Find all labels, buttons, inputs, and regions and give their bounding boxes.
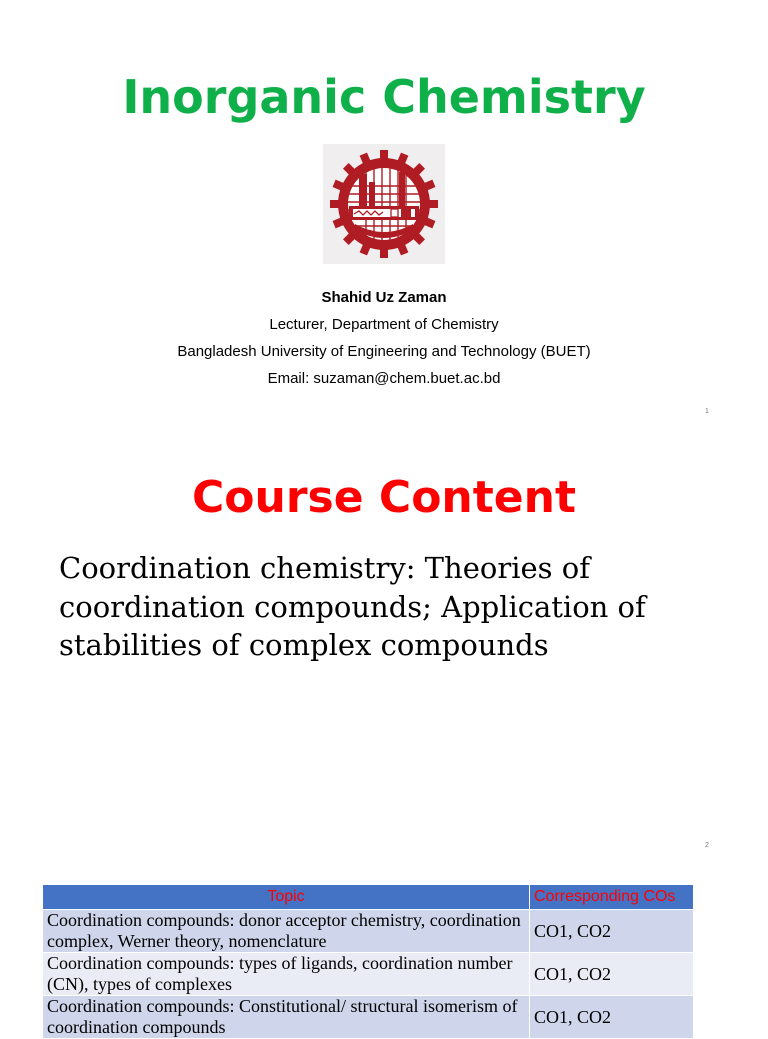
author-email: Email: suzaman@chem.buet.ac.bd [267,370,501,387]
slide-title: Inorganic Chemistry [122,70,646,124]
table-row [43,953,694,996]
author-name: Shahid Uz Zaman [321,289,447,306]
table-row [43,996,694,1039]
page-number: 2 [705,842,709,849]
cos-cell: CO1, CO2 [530,910,694,953]
topics-table [42,884,694,1039]
header-topic: Topic [43,885,530,910]
topic-cell: Coordination compounds: Constitutional/ structural isomerism of coordination compounds [43,996,530,1039]
logo-graphic [323,144,445,264]
slide-title: Course Content [192,472,576,523]
table-header-row [43,885,694,910]
topic-cell: Coordination compounds: types of ligands, coordination number (CN), types of complexes [43,953,530,996]
slide-3 [0,860,768,1037]
buet-logo-icon [323,144,445,264]
topic-cell: Coordination compounds: donor acceptor chemistry, coordination complex, Werner theory, nomenclature [43,910,530,953]
author-block [0,284,768,392]
cos-cell: CO1, CO2 [530,953,694,996]
table-row [43,910,694,953]
course-content-text: Coordination chemistry: Theories of coordination compounds; Application of stabilities of complex compounds [59,551,646,662]
slide-1 [0,0,768,430]
page-number: 1 [705,408,709,415]
author-affiliation: Bangladesh University of Engineering and Technology (BUET) [177,343,591,360]
header-cos: Corresponding COs [530,885,694,910]
slide-2 [0,432,768,857]
author-position: Lecturer, Department of Chemistry [269,316,499,333]
cos-cell: CO1, CO2 [530,996,694,1039]
